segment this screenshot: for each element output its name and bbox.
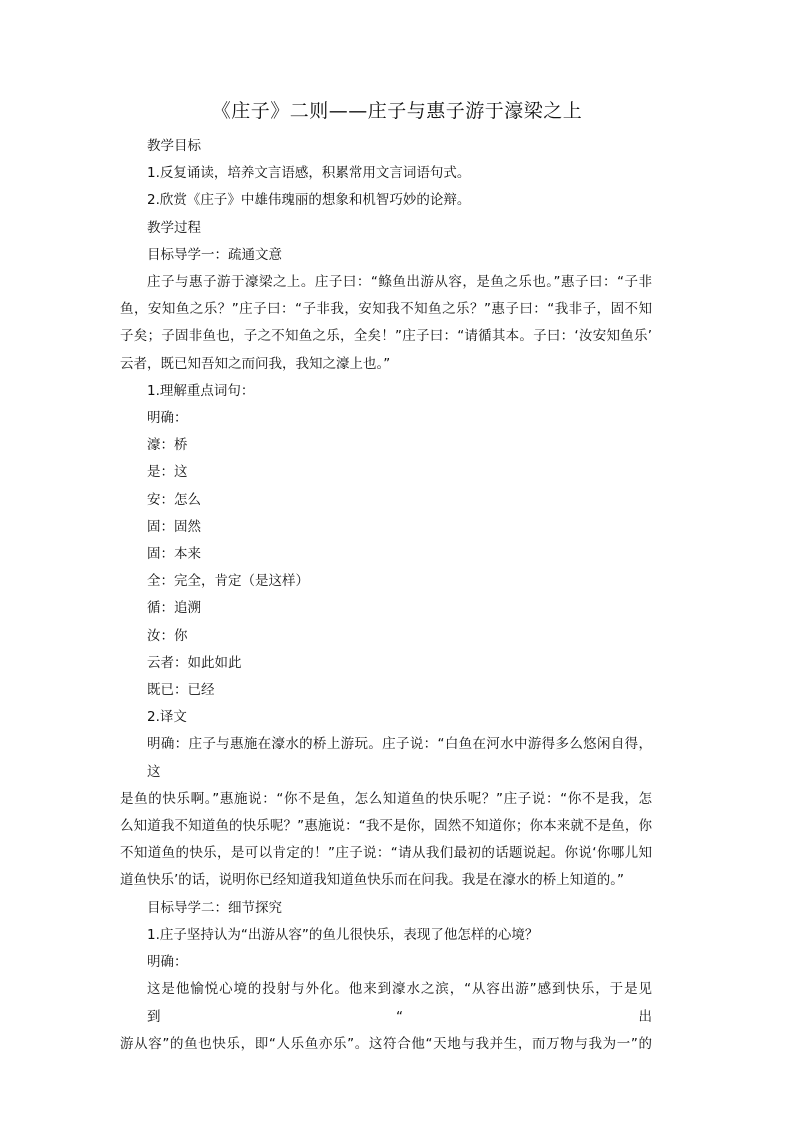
text-line: 安：怎么 xyxy=(147,491,201,508)
text-line: 云者：如此如此 xyxy=(147,654,242,671)
text-line: 汝：你 xyxy=(147,627,188,644)
text-line: 1.反复诵读，培养文言语感，积累常用文言词语句式。 xyxy=(147,165,471,182)
text-line: 这是他愉悦心境的投射与外化。他来到濠水之滨，“从容出游”感到快乐，于是见到“出 xyxy=(147,981,652,1025)
text-line: 游从容”的鱼也快乐，即“人乐鱼亦乐”。这符合他“天地与我并生，而万物与我为一”的 xyxy=(120,1035,652,1052)
text-line: 鱼，安知鱼之乐？”庄子曰：“子非我，安知我不知鱼之乐？”惠子曰：“我非子，固不知 xyxy=(120,301,652,318)
document-title: 《庄子》二则——庄子与惠子游于濠梁之上 xyxy=(211,100,583,122)
document-body xyxy=(120,133,652,1058)
text-line: 不知道鱼的快乐，是可以肯定的！”庄子说：“请从我们最初的话题说起。你说‘你哪儿知 xyxy=(120,845,652,862)
text-line: 1.理解重点词句： xyxy=(147,382,255,399)
text-line: 教学过程 xyxy=(147,219,201,236)
text-line: 循：追溯 xyxy=(147,600,201,617)
text-line: 庄子与惠子游于濠梁之上。庄子曰：“鲦鱼出游从容，是鱼之乐也。”惠子曰：“子非 xyxy=(147,274,652,291)
text-line: 目标导学二：细节探究 xyxy=(147,899,282,916)
text-line: 2.欣赏《庄子》中雄伟瑰丽的想象和机智巧妙的论辩。 xyxy=(147,192,471,209)
text-line: 固：固然 xyxy=(147,518,201,535)
text-line: 么知道我不知道鱼的快乐呢？”惠施说：“我不是你，固然不知道你；你本来就不是鱼，你 xyxy=(120,818,652,835)
text-line: 明确：庄子与惠施在濠水的桥上游玩。庄子说：“白鱼在河水中游得多么悠闲自得，这 xyxy=(147,736,652,780)
text-line: 固：本来 xyxy=(147,546,201,563)
text-line: 全：完全，肯定（是这样） xyxy=(147,573,309,590)
text-line: 教学目标 xyxy=(147,138,201,154)
text-line: 明确： xyxy=(147,410,188,427)
text-line: 2.译文 xyxy=(147,709,187,726)
text-line: 云者，既已知吾知之而问我，我知之濠上也。” xyxy=(120,355,391,372)
text-line: 濠：桥 xyxy=(147,437,188,454)
text-line: 道鱼快乐’的话，说明你已经知道我知道鱼快乐而在问我。我是在濠水的桥上知道的。” xyxy=(120,872,625,889)
text-line: 既已：已经 xyxy=(147,682,215,699)
text-line: 是鱼的快乐啊。”惠施说：“你不是鱼，怎么知道鱼的快乐呢？”庄子说：“你不是我，怎 xyxy=(120,790,652,807)
text-line: 是：这 xyxy=(147,464,188,481)
text-line: 1.庄子坚持认为“出游从容”的鱼儿很快乐，表现了他怎样的心境？ xyxy=(147,926,539,943)
text-line: 明确： xyxy=(147,954,188,971)
text-line: 目标导学一：疏通文意 xyxy=(147,246,282,263)
text-line: 子矣；子固非鱼也，子之不知鱼之乐，全矣！”庄子曰：“请循其本。子曰：‘汝安知鱼乐’ xyxy=(120,328,652,345)
